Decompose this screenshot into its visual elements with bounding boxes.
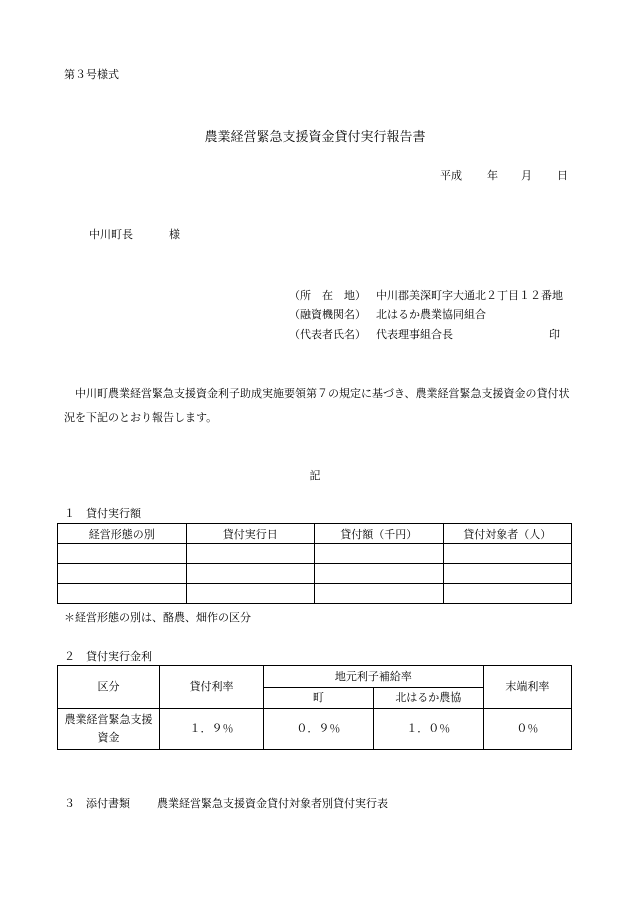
table-cell: [315, 544, 444, 564]
header-ja: 北はるか農協: [373, 688, 483, 709]
ja-rate-value: １．０％: [373, 709, 483, 750]
header-kubun: 区分: [58, 666, 160, 709]
attachment-value: 農業経営緊急支援資金貸付対象者別貸付実行表: [157, 797, 388, 810]
header-loan-rate: 貸付利率: [159, 666, 263, 709]
table-cell: [58, 584, 187, 604]
representative-label: （代表者氏名）: [289, 328, 366, 341]
table-cell: [315, 564, 444, 584]
section1-title: 貸付実行額: [86, 507, 141, 520]
date-month: 月: [521, 169, 532, 182]
header-loan-amount: 貸付額（千円）: [315, 524, 444, 544]
section2-title: 貸付実行金利: [86, 650, 152, 663]
ki-heading: 記: [309, 469, 321, 482]
recipient-name: 中川町長: [89, 228, 133, 241]
header-loan-date: 貸付実行日: [186, 524, 315, 544]
table-row: [58, 564, 572, 584]
table-cell: [443, 544, 572, 564]
table-cell: [186, 564, 315, 584]
town-rate-value: ０．９％: [263, 709, 373, 750]
date-year: 年: [487, 169, 498, 182]
seal-mark: 印: [549, 328, 560, 341]
institution-value: 北はるか農業協同組合: [376, 308, 486, 321]
header-management-type: 経営形態の別: [58, 524, 187, 544]
section3-number: ３: [64, 797, 75, 810]
table-cell: [315, 584, 444, 604]
section2-heading: [64, 648, 152, 664]
header-local-subsidy: 地元利子補給率: [263, 666, 483, 688]
address-value: 中川郡美深町字大通北２丁目１２番地: [376, 289, 563, 302]
table-cell: [443, 564, 572, 584]
header-town: 町: [263, 688, 373, 709]
table-cell: [186, 544, 315, 564]
row-label: 農業経営緊急支援資金: [58, 709, 160, 750]
section2-number: ２: [64, 650, 75, 663]
loan-amount-table: [57, 523, 572, 604]
address-label: （所 在 地）: [289, 289, 366, 302]
form-number: 第３号様式: [64, 68, 119, 81]
table-header-row: [58, 666, 572, 688]
table1-note: ＊経営形態の別は、酪農、畑作の区分: [64, 611, 251, 624]
date-day: 日: [557, 169, 568, 182]
section3-title: 添付書類: [86, 797, 130, 810]
table-cell: [58, 544, 187, 564]
loan-rate-value: １．９％: [159, 709, 263, 750]
table-row: [58, 584, 572, 604]
table-row: [58, 544, 572, 564]
institution-label: （融資機関名）: [289, 308, 366, 321]
table-cell: [443, 584, 572, 604]
table-cell: [58, 564, 187, 584]
interest-rate-table: [57, 665, 572, 750]
section1-number: １: [64, 507, 75, 520]
table-cell: [186, 584, 315, 604]
table-row: [58, 709, 572, 750]
date-era: 平成: [440, 169, 462, 182]
header-end-rate: 末端利率: [483, 666, 571, 709]
document-title: 農業経営緊急支援資金貸付実行報告書: [204, 130, 426, 145]
header-borrowers: 貸付対象者（人）: [443, 524, 572, 544]
end-rate-value: ０％: [483, 709, 571, 750]
body-text: 中川町農業経営緊急支援資金利子助成実施要領第７の規定に基づき、農業経営緊急支援資金の貸付状況を下記のとおり報告します。: [64, 387, 570, 424]
section1-heading: [64, 505, 141, 521]
table-header-row: [58, 524, 572, 544]
representative-value: 代表理事組合長: [376, 328, 453, 341]
section3-heading: [64, 795, 130, 811]
recipient-suffix: 様: [169, 228, 180, 241]
